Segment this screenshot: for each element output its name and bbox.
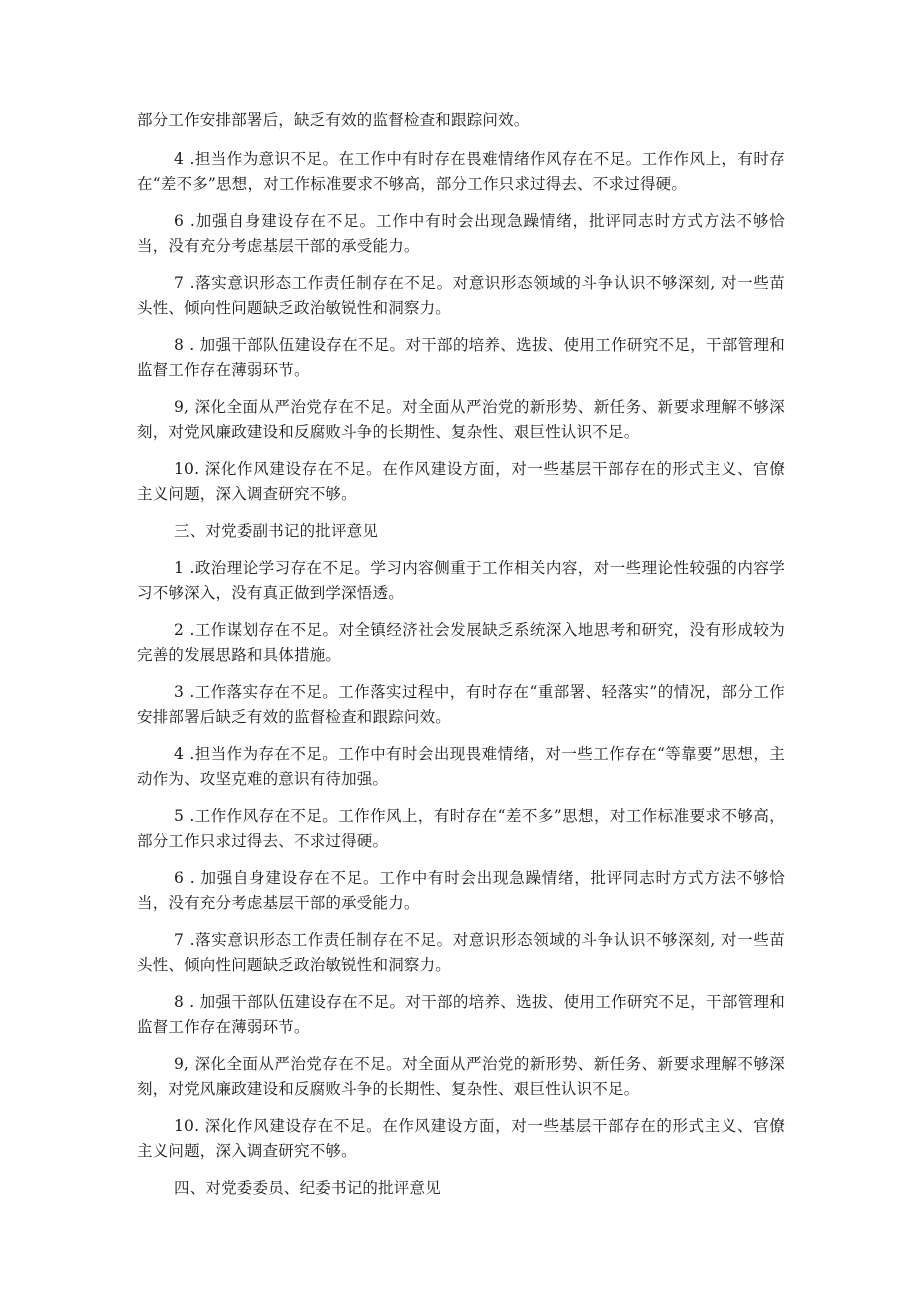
paragraph-item-9: 9, 深化全面从严治党存在不足。对全面从严治党的新形势、新任务、新要求理解不够深刻，对党风廉政建设和反腐败斗争的长期性、复杂性、艰巨性认识不足。	[137, 398, 785, 441]
paragraph-item-4: 4 .担当作为存在不足。工作中有时会出现畏难情绪，对一些工作存在“等靠要”思想，主动作为、攻坚克难的意识有待加强。	[137, 745, 785, 788]
paragraph-item-3: 3 .工作落实存在不足。工作落实过程中，有时存在“重部署、轻落实”的情况，部分工作安排部署后缺乏有效的监督检查和跟踪问效。	[137, 683, 785, 726]
paragraph-item-6: 6 . 加强自身建设存在不足。工作中有时会出现急躁情绪，批评同志时方式方法不够恰当，没有充分考虑基层干部的承受能力。	[137, 869, 785, 912]
paragraph-item-7: 7 .落实意识形态工作责任制存在不足。对意识形态领域的斗争认识不够深刻, 对一些苗头性、倾向性问题缺乏政治敏锐性和洞察力。	[137, 274, 785, 317]
paragraph-item-10: 10. 深化作风建设存在不足。在作风建设方面，对一些基层干部存在的形式主义、官僚主义问题，深入调查研究不够。	[137, 1117, 785, 1160]
paragraph-item-6: 6 .加强自身建设存在不足。工作中有时会出现急躁情绪，批评同志时方式方法不够恰当，没有充分考虑基层干部的承受能力。	[137, 212, 785, 255]
paragraph-item-8: 8 . 加强干部队伍建设存在不足。对干部的培养、选拔、使用工作研究不足，干部管理和监督工作存在薄弱环节。	[137, 993, 785, 1036]
paragraph-item-9: 9, 深化全面从严治党存在不足。对全面从严治党的新形势、新任务、新要求理解不够深刻，对党风廉政建设和反腐败斗争的长期性、复杂性、艰巨性认识不足。	[137, 1055, 785, 1098]
section-heading-4: 四、对党委委员、纪委书记的批评意见	[174, 1179, 441, 1197]
paragraph-item-4: 4 .担当作为意识不足。在工作中有时存在畏难情绪作风存在不足。工作作风上，有时存在“差不多”思想，对工作标准要求不够高，部分工作只求过得去、不求过得硬。	[137, 150, 785, 193]
paragraph-item-5: 5 .工作作风存在不足。工作作风上，有时存在“差不多”思想，对工作标准要求不够高，部分工作只求过得去、不求过得硬。	[137, 807, 785, 850]
paragraph-item-1: 1 .政治理论学习存在不足。学习内容侧重于工作相关内容，对一些理论性较强的内容学习不够深入，没有真正做到学深悟透。	[137, 559, 785, 602]
section-heading-3: 三、对党委副书记的批评意见	[174, 522, 379, 540]
paragraph-continuation: 部分工作安排部署后，缺乏有效的监督检查和跟踪问效。	[137, 111, 530, 129]
paragraph-item-2: 2 .工作谋划存在不足。对全镇经济社会发展缺乏系统深入地思考和研究，没有形成较为完善的发展思路和具体措施。	[137, 621, 785, 664]
paragraph-item-10: 10. 深化作风建设存在不足。在作风建设方面，对一些基层干部存在的形式主义、官僚主义问题，深入调查研究不够。	[137, 460, 785, 503]
document-page	[137, 108, 785, 1213]
paragraph-item-7: 7 .落实意识形态工作责任制存在不足。对意识形态领域的斗争认识不够深刻, 对一些苗头性、倾向性问题缺乏政治敏锐性和洞察力。	[137, 931, 785, 974]
paragraph-item-8: 8 . 加强干部队伍建设存在不足。对干部的培养、选拔、使用工作研究不足，干部管理和监督工作存在薄弱环节。	[137, 336, 785, 379]
